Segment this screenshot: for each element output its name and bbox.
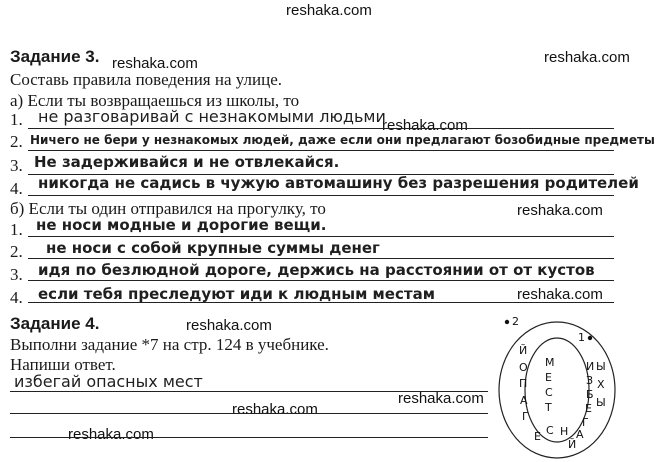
watermark: reshaka.com (112, 55, 198, 72)
answer-a2-line (28, 150, 614, 151)
svg-text:М: М (545, 356, 555, 369)
svg-text:Е: Е (585, 402, 592, 415)
svg-text:Ы: Ы (596, 396, 606, 409)
answer-b2-number: 2. (10, 242, 23, 261)
svg-text:Г: Г (522, 410, 529, 423)
start-dot (588, 336, 592, 340)
answer-a3-text: Не задерживайся и не отвлекайся. (34, 153, 340, 171)
task4-line-3 (10, 437, 488, 438)
answer-a1-text: не разговаривай с незнакомыми людьми (38, 107, 386, 126)
watermark: reshaka.com (68, 426, 154, 443)
watermark: reshaka.com (186, 317, 272, 334)
watermark: reshaka.com (398, 390, 484, 407)
svg-text:Е: Е (545, 371, 552, 384)
task4-line-1 (10, 391, 488, 392)
end-dot (505, 320, 509, 324)
answer-b4-line (28, 302, 614, 303)
watermark: reshaka.com (382, 117, 468, 134)
svg-text:Е: Е (534, 430, 541, 443)
answer-b2-text: не носи с собой крупные суммы денег (46, 239, 380, 257)
inner-letters (568, 360, 594, 451)
svg-text:Й: Й (519, 344, 528, 357)
answer-a2-number: 2. (10, 132, 23, 151)
answer-a2-text: Ничего не бери у незнакомых людей, даже если они предлагают бозобидные предметы (30, 133, 655, 147)
svg-text:И: И (586, 360, 595, 373)
answer-b3-line (28, 280, 614, 281)
task3-part-a-prompt: а) Если ты возвращаешься из школы, то (10, 91, 300, 110)
task4-line2: Напиши ответ. (10, 355, 116, 374)
svg-text:С: С (545, 386, 553, 399)
watermark: reshaka.com (544, 49, 630, 66)
marker-start: 1 (578, 331, 585, 344)
answer-b3-number: 3. (10, 265, 23, 284)
inner-ring (525, 338, 589, 442)
watermark: reshaka.com (517, 286, 603, 303)
watermark: reshaka.com (232, 401, 318, 418)
answer-a4-number: 4. (10, 179, 23, 198)
answer-b2-line (28, 258, 614, 259)
task4-line1: Выполни задание *7 на стр. 124 в учебнике. (10, 335, 329, 354)
svg-text:Й: Й (568, 438, 577, 451)
middle-letters (544, 356, 555, 414)
task3-title: Задание 3. (10, 47, 100, 66)
svg-text:Т: Т (545, 401, 552, 414)
marker-end: 2 (512, 315, 519, 328)
svg-text:Х: Х (597, 378, 605, 391)
answer-a1-line (28, 128, 614, 129)
svg-text:С: С (546, 424, 554, 437)
svg-text:Н: Н (560, 425, 569, 438)
svg-text:А: А (576, 428, 584, 441)
task4-line-2 (10, 413, 488, 414)
answer-a3-number: 3. (10, 156, 23, 175)
svg-text:Ы: Ы (596, 360, 606, 373)
svg-text:З: З (586, 374, 594, 387)
watermark-top: reshaka.com (286, 2, 372, 19)
answer-a4-line (28, 195, 614, 196)
answer-b4-text: если тебя преследуют иди к людным местам (38, 285, 435, 303)
task4-answer: избегай опасных мест (14, 372, 203, 391)
answer-b1-line (28, 236, 614, 237)
letter-path-diagram (494, 308, 624, 462)
svg-text:П: П (519, 377, 528, 390)
answer-b3-text: идя по безлюдной дороге, держись на расстоянии от от кустов (38, 261, 595, 279)
svg-text:Б: Б (586, 388, 594, 401)
task4-title: Задание 4. (10, 314, 100, 333)
svg-text:А: А (520, 394, 528, 407)
task3-instruction: Составь правила поведения на улице. (10, 70, 282, 89)
watermark: reshaka.com (517, 202, 603, 219)
svg-text:Г: Г (582, 416, 589, 429)
answer-a1-number: 1. (10, 110, 23, 129)
answer-a4-text: никогда не садись в чужую автомашину без разрешения родителей (38, 174, 639, 192)
task3-part-b-prompt: б) Если ты один отправился на прогулку, то (10, 199, 326, 218)
answer-b4-number: 4. (10, 288, 23, 307)
svg-text:О: О (519, 361, 528, 374)
answer-b1-text: не носи модные и дорогие вещи. (36, 216, 327, 234)
answer-b1-number: 1. (10, 220, 23, 239)
